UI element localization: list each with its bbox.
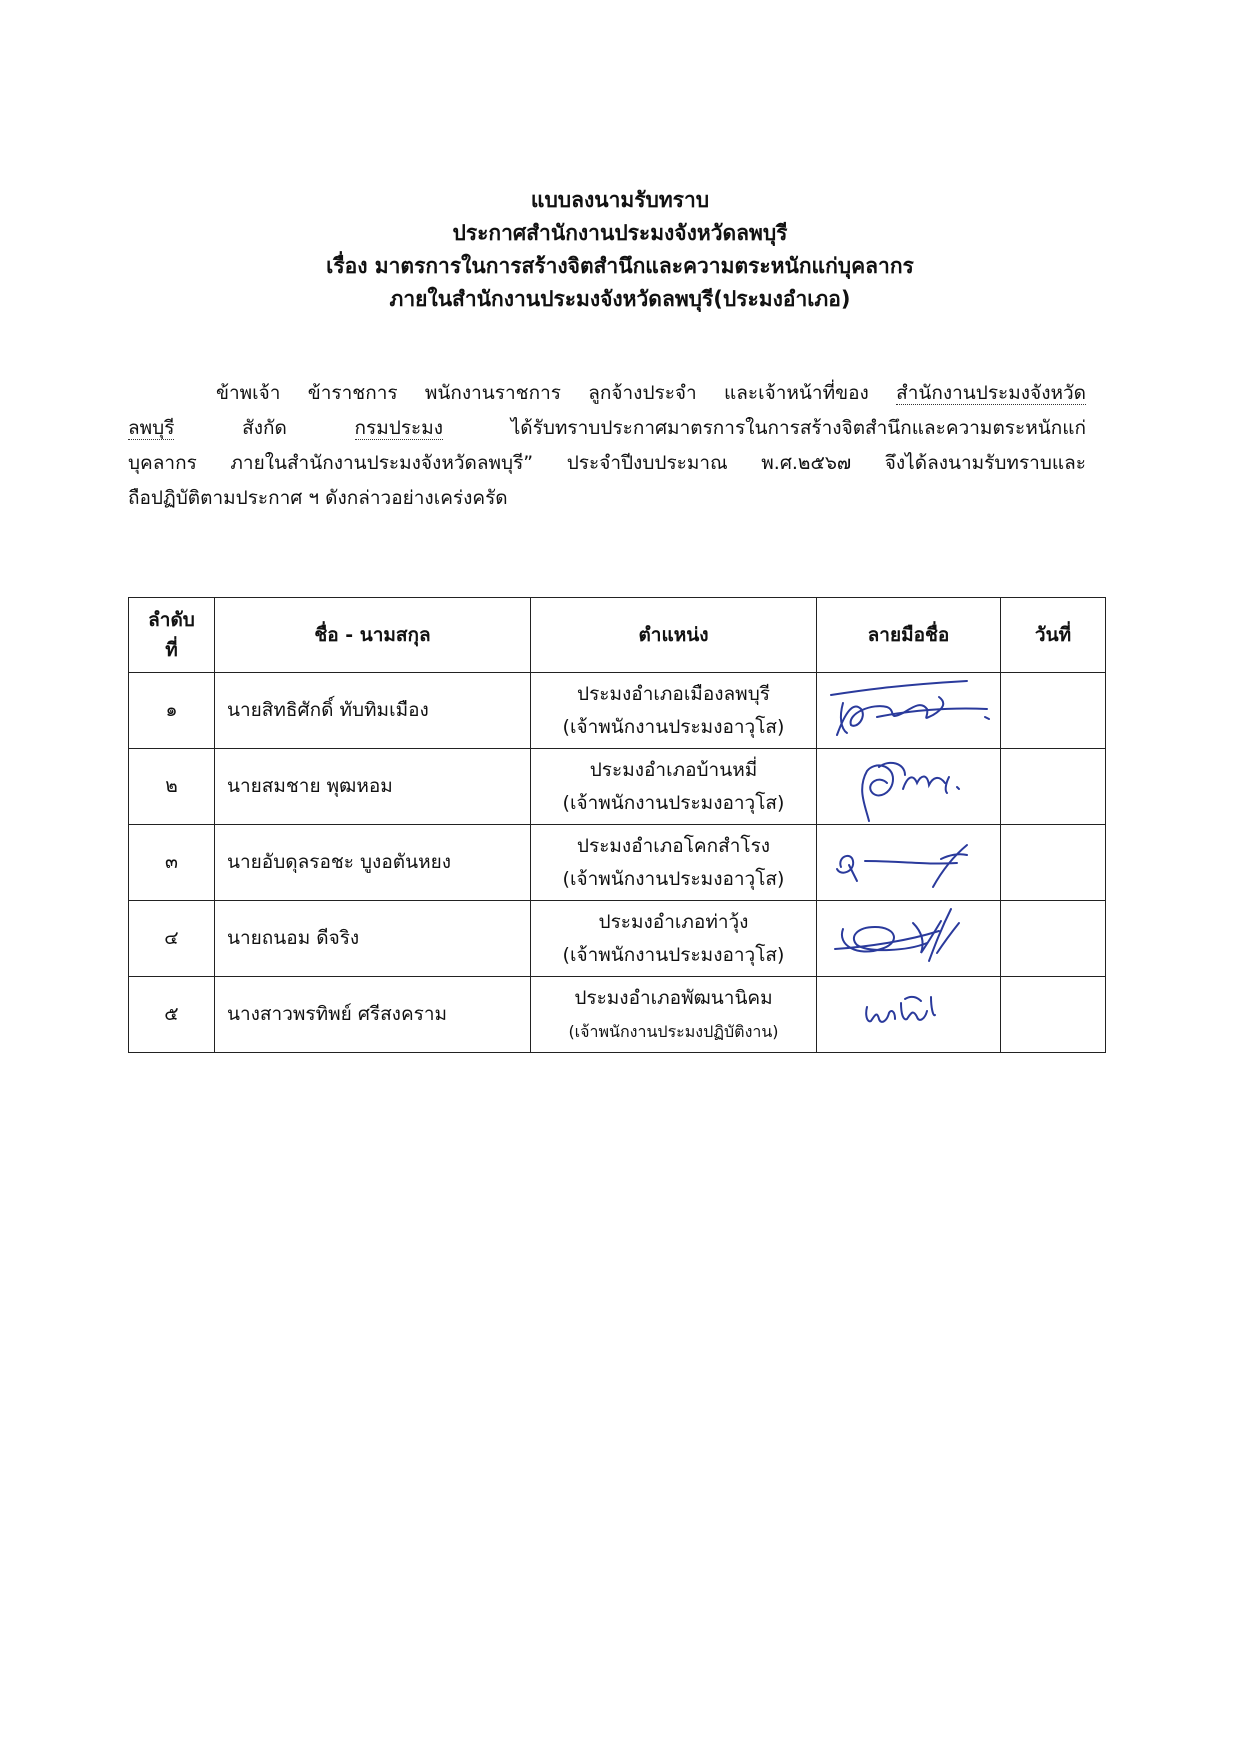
position-title: ประมงอำเภอท่าวุ้ง [598, 910, 749, 933]
date-cell [1001, 977, 1106, 1053]
scope-line: ภายในสำนักงานประมงจังหวัดลพบุรี(ประมงอำเภอ) [389, 287, 851, 311]
statement-line-2 [128, 411, 1086, 446]
table-row [129, 825, 1106, 901]
position-cell [531, 673, 817, 749]
position-title: ประมงอำเภอโคกสำโรง [576, 834, 771, 857]
signature-cell [817, 825, 1001, 901]
signature-cell [817, 749, 1001, 825]
position-cell [531, 901, 817, 977]
statement-line-1 [128, 376, 1086, 411]
position-cell [531, 977, 817, 1053]
handwritten-signature [817, 749, 1001, 824]
table-row [129, 749, 1106, 825]
affiliation-label: สังกัด [242, 417, 287, 439]
row-number: ๔ [129, 901, 215, 977]
position-cell [531, 749, 817, 825]
col-header-no [129, 598, 215, 673]
position-title: ประมงอำเภอพัฒนานิคม [574, 986, 773, 1009]
office-name-part-b: ลพบุรี [128, 417, 175, 439]
statement-intro: ข้าพเจ้า ข้าราชการ พนักงานราชการ ลูกจ้างประจำ และเจ้าหน้าที่ของ [216, 382, 869, 404]
person-name: นายถนอม ดีจริง [215, 901, 531, 977]
col-header-no-line1: ลำดับ [148, 609, 195, 631]
handwritten-signature [817, 977, 1001, 1052]
col-header-no-line2: ที่ [165, 639, 178, 661]
affiliation-value: กรมประมง [354, 417, 444, 439]
person-name: นายสมชาย พุฒหอม [215, 749, 531, 825]
form-title: แบบลงนามรับทราบ [530, 188, 710, 212]
position-cell [531, 825, 817, 901]
row-number: ๒ [129, 749, 215, 825]
table-header-row [129, 598, 1106, 673]
handwritten-signature [817, 901, 1001, 976]
signature-table-wrapper [128, 597, 1105, 1053]
position-rank: (เจ้าพนักงานประมงปฏิบัติงาน) [568, 1021, 779, 1041]
position-title: ประมงอำเภอเมืองลพบุรี [577, 682, 770, 705]
position-rank: (เจ้าพนักงานประมงอาวุโส) [562, 715, 785, 738]
signature-cell [817, 901, 1001, 977]
col-header-name: ชื่อ - นามสกุล [215, 598, 531, 673]
handwritten-signature [817, 673, 1001, 748]
table-row [129, 977, 1106, 1053]
statement-line-3: บุคลากร ภายในสำนักงานประมงจังหวัดลพบุรี” ประจำปีงบประมาณ พ.ศ.๒๕๖๗ จึงได้ลงนามรับทราบและ [128, 452, 1086, 474]
position-rank: (เจ้าพนักงานประมงอาวุโส) [562, 791, 785, 814]
announcement-title: ประกาศสำนักงานประมงจังหวัดลพบุรี [452, 221, 788, 245]
subject-line: เรื่อง มาตรการในการสร้างจิตสำนึกและความตระหนักแก่บุคลากร [326, 254, 914, 278]
date-cell [1001, 749, 1106, 825]
col-header-date: วันที่ [1001, 598, 1106, 673]
row-number: ๕ [129, 977, 215, 1053]
date-cell [1001, 901, 1106, 977]
date-cell [1001, 825, 1106, 901]
handwritten-signature [817, 825, 1001, 900]
position-rank: (เจ้าพนักงานประมงอาวุโส) [562, 867, 785, 890]
row-number: ๓ [129, 825, 215, 901]
acknowledgement-statement [128, 376, 1086, 516]
person-name: นายสิทธิศักดิ์ ทับทิมเมือง [215, 673, 531, 749]
statement-line-2-rest: ได้รับทราบประกาศมาตรการในการสร้างจิตสำนึกและความตระหนักแก่ [510, 417, 1086, 439]
signature-table [128, 597, 1106, 1053]
position-title: ประมงอำเภอบ้านหมี่ [589, 758, 758, 781]
statement-line-4: ถือปฏิบัติตามประกาศ ฯ ดังกล่าวอย่างเคร่งครัด [128, 487, 508, 509]
table-row [129, 901, 1106, 977]
row-number: ๑ [129, 673, 215, 749]
signature-cell [817, 977, 1001, 1053]
date-cell [1001, 673, 1106, 749]
person-name: นายอับดุลรอชะ บูงอตันหยง [215, 825, 531, 901]
person-name: นางสาวพรทิพย์ ศรีสงคราม [215, 977, 531, 1053]
col-header-position: ตำแหน่ง [531, 598, 817, 673]
office-name-part-a: สำนักงานประมงจังหวัด [896, 382, 1086, 404]
signature-cell [817, 673, 1001, 749]
position-rank: (เจ้าพนักงานประมงอาวุโส) [562, 943, 785, 966]
document-header [0, 184, 1240, 316]
table-row [129, 673, 1106, 749]
col-header-signature: ลายมือชื่อ [817, 598, 1001, 673]
